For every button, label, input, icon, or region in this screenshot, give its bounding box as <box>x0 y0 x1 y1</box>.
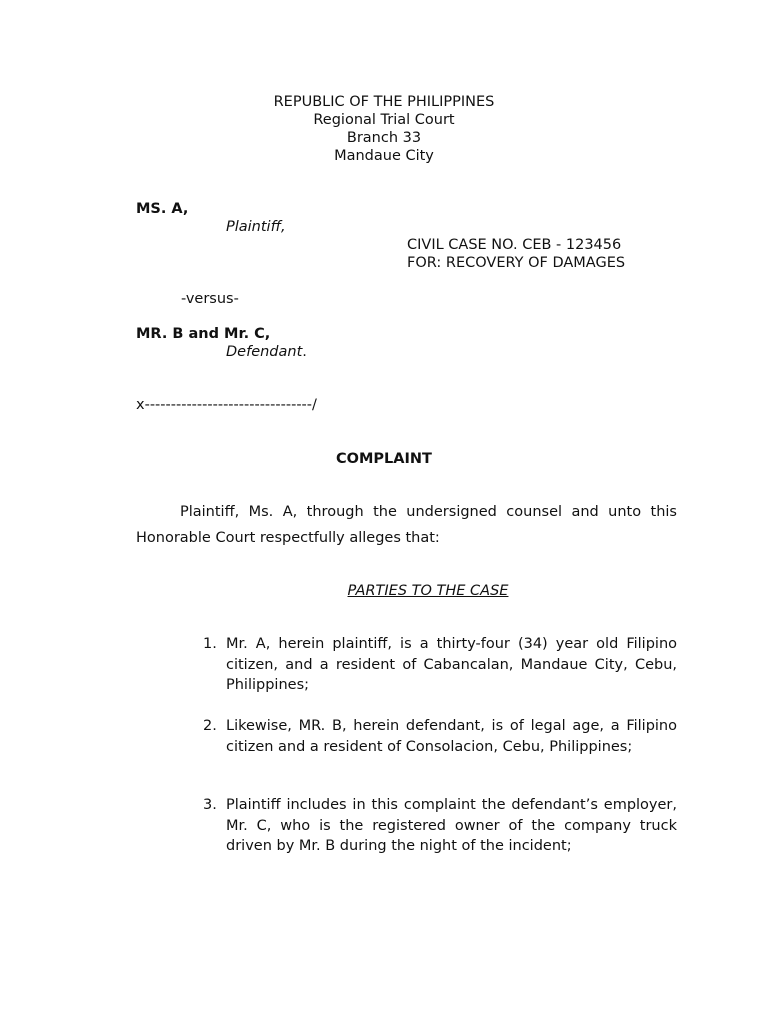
header-city: Mandaue City <box>334 148 434 164</box>
plaintiff-name: MS. A, <box>136 201 189 217</box>
section-heading: PARTIES TO THE CASE <box>347 583 509 599</box>
list-item-number: 3. <box>203 797 217 813</box>
versus-label: -versus- <box>181 291 239 307</box>
list-item <box>203 716 677 757</box>
list-item <box>203 634 677 696</box>
list-item-number: 2. <box>203 718 217 734</box>
case-for: FOR: RECOVERY OF DAMAGES <box>407 255 626 271</box>
header-court: Regional Trial Court <box>313 112 455 128</box>
list-item <box>203 795 677 857</box>
list-item-text: Plaintiff includes in this complaint the defendant’s employer, Mr. C, who is the registered owner of the company truck driven by Mr. B during the night of the incident; <box>226 797 677 854</box>
list-item-number: 1. <box>203 636 217 652</box>
defendant-role-line <box>226 342 307 363</box>
plaintiff-role: Plaintiff, <box>226 219 286 235</box>
defendant-name: MR. B and Mr. C, <box>136 326 271 342</box>
header-branch: Branch 33 <box>346 130 422 146</box>
defendant-role-punct: . <box>302 344 307 360</box>
document-title: COMPLAINT <box>336 451 432 467</box>
case-number: CIVIL CASE NO. CEB - 123456 <box>407 237 622 253</box>
defendant-role: Defendant <box>226 344 303 360</box>
caption-separator: x--------------------------------/ <box>136 397 317 413</box>
header-republic: REPUBLIC OF THE PHILIPPINES <box>273 94 495 110</box>
list-item-text: Likewise, MR. B, herein defendant, is of legal age, a Filipino citizen and a resident of Consolacion, Cebu, Philippines; <box>226 718 677 755</box>
intro-paragraph: Plaintiff, Ms. A, through the undersigned counsel and unto this Honorable Court respectfully alleges that: <box>136 504 677 546</box>
list-item-text: Mr. A, herein plaintiff, is a thirty-four (34) year old Filipino citizen, and a resident of Cabancalan, Mandaue City, Cebu, Philippines; <box>226 636 677 693</box>
